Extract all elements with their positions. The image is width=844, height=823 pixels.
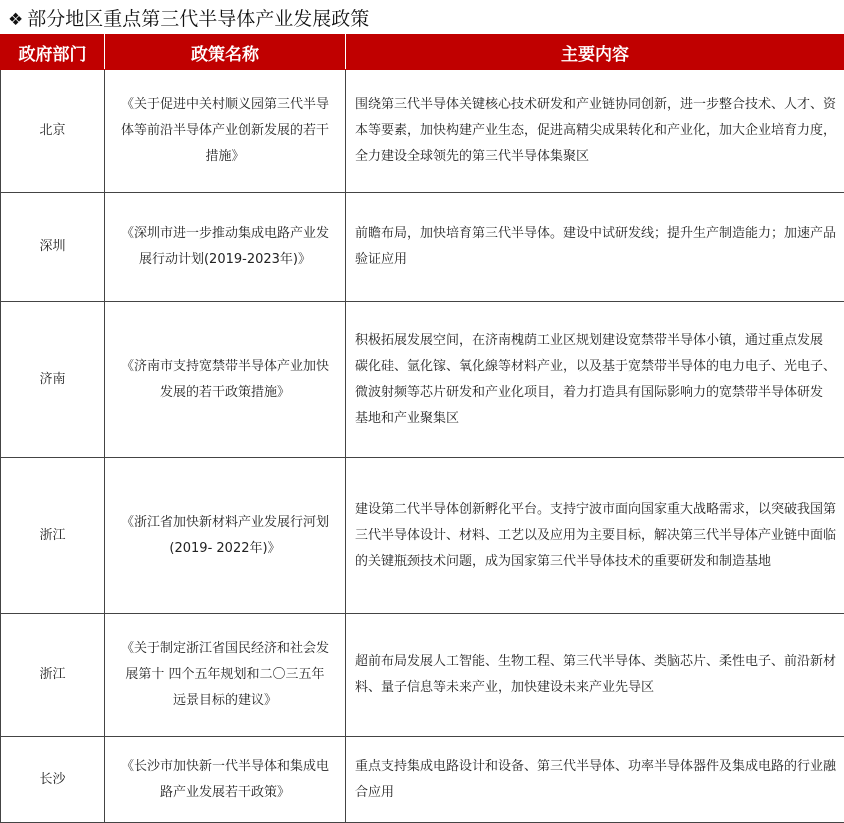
header-content: 主要内容 xyxy=(346,35,844,70)
diamond-bullet-icon: ❖ xyxy=(8,5,23,35)
header-policy-name: 政策名称 xyxy=(105,35,346,70)
cell-policy-name: 《济南市支持宽禁带半导体产业加快发展的若干政策措施》 xyxy=(105,302,346,458)
page-title-text: 部分地区重点第三代半导体产业发展政策 xyxy=(27,8,369,30)
table-row xyxy=(1,302,844,458)
cell-content: 围绕第三代半导体关键核心技术研发和产业链协同创新，进一步整合技术、人才、资本等要素，加快构建产业生态，促进高精尖成果转化和产业化，加大企业培育力度，全力建设全球领先的第三代半导体集聚区 xyxy=(346,70,844,193)
cell-policy-name: 《长沙市加快新一代半导体和集成电路产业发展若干政策》 xyxy=(105,737,346,823)
cell-policy-name: 《浙江省加快新材料产业发展行河划(2019- 2022年)》 xyxy=(105,458,346,614)
cell-content: 重点支持集成电路设计和设备、第三代半导体、功率半导体器件及集成电路的行业融合应用 xyxy=(346,737,844,823)
cell-gov: 长沙 xyxy=(1,737,105,823)
table-row xyxy=(1,70,844,193)
header-gov: 政府部门 xyxy=(1,35,105,70)
table-row xyxy=(1,193,844,302)
table-row xyxy=(1,458,844,614)
cell-policy-name: 《深圳市进一步推动集成电路产业发展行动计划(2019-2023年)》 xyxy=(105,193,346,302)
cell-gov: 北京 xyxy=(1,70,105,193)
cell-content: 积极拓展发展空间，在济南槐荫工业区规划建设宽禁带半导体小镇，通过重点发展 碳化硅、氩化镓、氧化線等材料产业，以及基于宽禁带半导体的电力电子、光电子、 微波射频等芯片研发和产业化项目，着力打造具有国际影响力的宽禁带半导体研发 基地和产业聚集区 xyxy=(346,302,844,458)
page-title xyxy=(8,4,369,34)
cell-policy-name: 《关于制定浙江省国民经济和社会发展第十 四个五年规划和二〇三五年远景目标的建议》 xyxy=(105,614,346,737)
cell-gov: 济南 xyxy=(1,302,105,458)
policy-table xyxy=(0,34,844,823)
table-row xyxy=(1,614,844,737)
cell-content: 超前布局发展人工智能、生物工程、第三代半导体、类脑芯片、柔性电子、前沿新材料、量子信息等未来产业，加快建设未来产业先导区 xyxy=(346,614,844,737)
cell-policy-name: 《关于促进中关村顺义园第三代半导体等前沿半导体产业创新发展的若干措施》 xyxy=(105,70,346,193)
cell-content: 前瞻布局，加快培育第三代半导体。建设中试研发线；提升生产制造能力；加速产品验证应用 xyxy=(346,193,844,302)
table-header-row xyxy=(1,35,844,70)
cell-gov: 浙江 xyxy=(1,614,105,737)
cell-gov: 浙江 xyxy=(1,458,105,614)
table-row xyxy=(1,737,844,823)
cell-content: 建设第二代半导体创新孵化平台。支持宁波市面向国家重大战略需求，以突破我国第三代半导体设计、材料、工艺以及应用为主要目标，解决第三代半导体产业链中面临的关键瓶颈技术问题，成为国家第三代半导体技术的重要研发和制造基地 xyxy=(346,458,844,614)
cell-gov: 深圳 xyxy=(1,193,105,302)
